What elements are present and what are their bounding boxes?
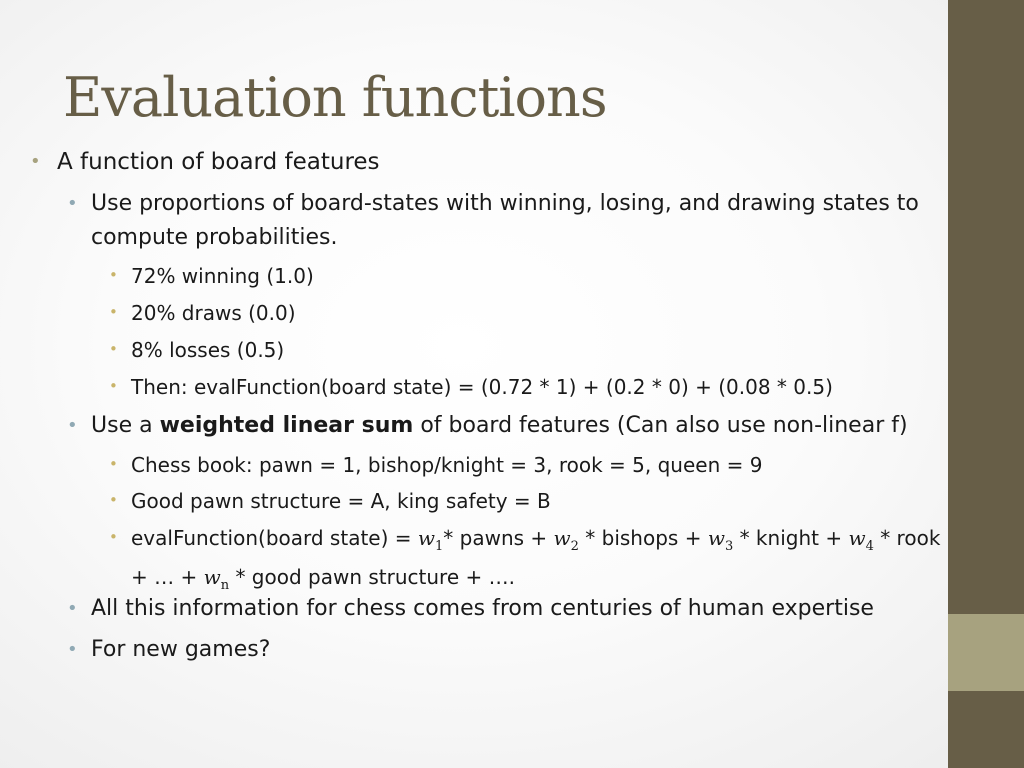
weight-symbol: w bbox=[848, 526, 866, 550]
bullet-dot: • bbox=[109, 266, 118, 284]
weight-symbol: w bbox=[203, 565, 221, 589]
bullet-level3-losses bbox=[109, 335, 285, 366]
bullet-text: Then: evalFunction(board state) = (0.72 * 1) + (0.2 * 0) + (0.08 * 0.5) bbox=[131, 375, 833, 399]
formula-text: + … + bbox=[131, 565, 204, 589]
bullet-text-emphasis: weighted linear sum bbox=[159, 413, 414, 438]
weighted-eval-line-1 bbox=[131, 523, 951, 562]
bullet-level3-chess-book bbox=[109, 450, 763, 481]
slide-title: Evaluation functions bbox=[63, 66, 607, 129]
bullet-dot: • bbox=[109, 303, 118, 321]
bullet-dot: • bbox=[67, 639, 78, 660]
weight-subscript: n bbox=[220, 578, 230, 593]
bullet-level3-draws bbox=[109, 298, 296, 329]
bullet-dot: • bbox=[109, 528, 118, 546]
formula-text: * knight + bbox=[733, 526, 849, 550]
bullet-level2-new-games bbox=[67, 633, 271, 667]
bullet-text: 72% winning (1.0) bbox=[131, 264, 314, 288]
bullet-level3-pawn-structure bbox=[109, 486, 551, 517]
weight-w1 bbox=[417, 526, 444, 554]
formula-text: * rook bbox=[873, 526, 941, 550]
bullet-level3-eval-formula bbox=[109, 372, 833, 403]
bullet-text: Chess book: pawn = 1, bishop/knight = 3, rook = 5, queen = 9 bbox=[131, 453, 763, 477]
weight-subscript: 4 bbox=[865, 539, 874, 554]
formula-text: * good pawn structure + …. bbox=[229, 565, 515, 589]
bullet-dot: • bbox=[67, 598, 78, 619]
weight-symbol: w bbox=[553, 526, 571, 550]
weight-subscript: 1 bbox=[435, 539, 444, 554]
weight-symbol: w bbox=[707, 526, 725, 550]
bullet-text: A function of board features bbox=[57, 149, 380, 175]
bullet-level2-weighted-sum bbox=[67, 409, 908, 443]
bullet-text: 8% losses (0.5) bbox=[131, 338, 285, 362]
bullet-dot: • bbox=[30, 151, 41, 172]
formula-text: * pawns + bbox=[443, 526, 554, 550]
bullet-dot: • bbox=[109, 455, 118, 473]
formula-text: evalFunction(board state) = bbox=[131, 526, 418, 550]
bullet-text-post: of board features (Can also use non-linear f) bbox=[413, 413, 908, 438]
bullet-text: All this information for chess comes from centuries of human expertise bbox=[91, 596, 874, 621]
bullet-text-pre: Use a bbox=[91, 413, 160, 438]
weight-w3 bbox=[707, 526, 734, 554]
bullet-level2-proportions bbox=[67, 187, 971, 255]
weight-subscript: 2 bbox=[570, 539, 579, 554]
bullet-dot: • bbox=[67, 415, 78, 436]
bullet-dot: • bbox=[109, 340, 118, 358]
bullet-level3-winning bbox=[109, 261, 314, 292]
weight-subscript: 3 bbox=[724, 539, 734, 554]
bullet-dot: • bbox=[67, 193, 78, 214]
bullet-level1-board-features bbox=[30, 147, 380, 177]
formula-text: * bishops + bbox=[578, 526, 708, 550]
bullet-text: Use proportions of board-states with winning, losing, and drawing states to compute probabilities. bbox=[91, 191, 919, 250]
bullet-dot: • bbox=[109, 377, 118, 395]
bullet-dot: • bbox=[109, 491, 118, 509]
bullet-level3-weighted-eval bbox=[109, 523, 951, 601]
bullet-level2-human-expertise bbox=[67, 592, 874, 626]
weight-w4 bbox=[848, 526, 874, 554]
weight-w2 bbox=[553, 526, 579, 554]
weight-wn bbox=[203, 565, 230, 593]
bullet-text: 20% draws (0.0) bbox=[131, 301, 296, 325]
bullet-text: For new games? bbox=[91, 637, 271, 662]
bullet-text: Good pawn structure = A, king safety = B bbox=[131, 489, 551, 513]
weight-symbol: w bbox=[417, 526, 435, 550]
